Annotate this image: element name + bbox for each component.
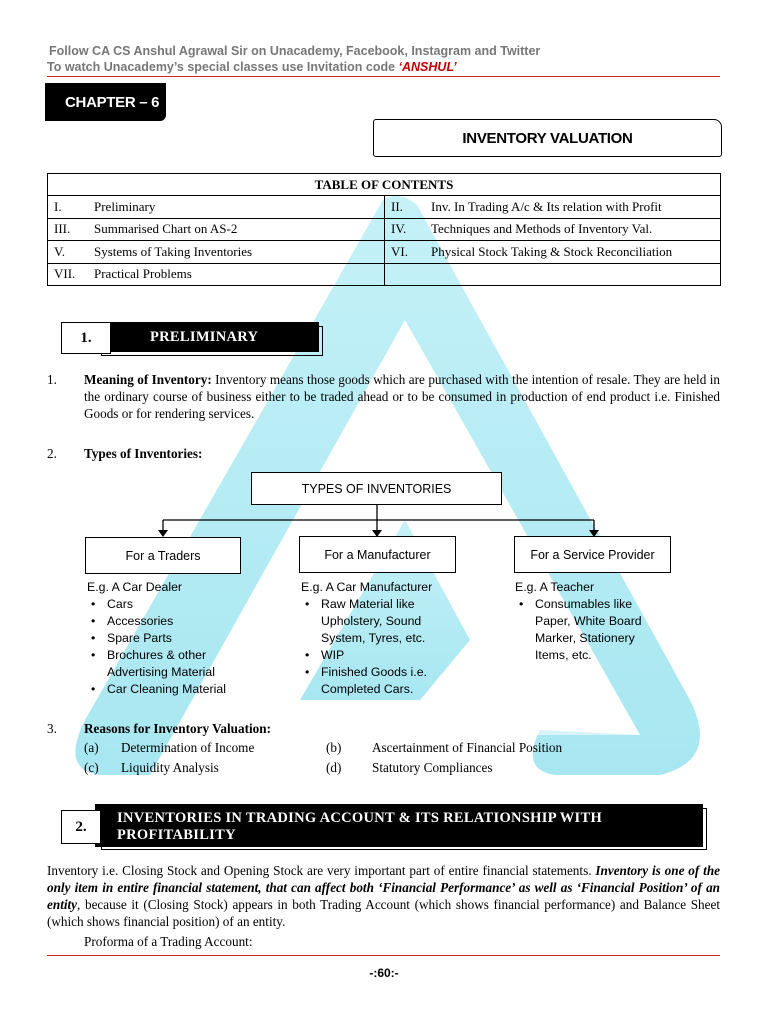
toc-label: Systems of Taking Inventories — [94, 243, 253, 259]
section-2-text-emphasis: Inventory is one of the only item in entire financial statement, that can affect both ‘Financial Performance’ as well as ‘Financial Position’ of an entity — [47, 863, 721, 912]
list-item: • Car Cleaning Material — [87, 681, 247, 698]
chapter-title: INVENTORY VALUATION — [373, 119, 722, 157]
reason-item — [84, 760, 99, 776]
reason-text: Liquidity Analysis — [121, 760, 219, 775]
item-3-number: 3. — [47, 721, 57, 736]
item-2-number: 2. — [47, 446, 57, 461]
reason-key: (a) — [84, 740, 99, 755]
footer-rule — [47, 955, 720, 956]
reason-item — [84, 740, 99, 756]
section-2-title-line2: PROFITABILITY — [117, 827, 236, 843]
header-invite-text: To watch Unacademy’s special classes use Invitation code — [47, 60, 399, 74]
toc-label: Inv. In Trading A/c & Its relation with Profit — [431, 199, 662, 215]
reason-text: Determination of Income — [121, 740, 255, 755]
item-3-term: Reasons for Inventory Valuation: — [84, 721, 271, 736]
list-item: • Finished Goods i.e. Completed Cars. — [301, 664, 459, 698]
manufacturer-examples — [301, 579, 459, 698]
service-provider-examples — [515, 579, 665, 664]
reason-key: (c) — [84, 760, 99, 775]
chapter-tab: CHAPTER – 6 — [45, 83, 166, 121]
toc-num: IV. — [391, 221, 407, 237]
list-item: • Consumables like Paper, White Board Marker, Stationery Items, etc. — [515, 596, 665, 664]
reason-item — [326, 760, 341, 776]
toc-label: Techniques and Methods of Inventory Val. — [431, 221, 653, 237]
toc-label: Summarised Chart on AS-2 — [94, 221, 238, 237]
toc-num: VI. — [391, 243, 408, 259]
diagram-branch-service-provider: For a Service Provider — [514, 536, 671, 573]
service-provider-example-label: E.g. A Teacher — [515, 580, 595, 594]
toc-label: Physical Stock Taking & Stock Reconciliation — [431, 243, 673, 259]
section-2-text-a: Inventory i.e. Closing Stock and Opening Stock are very important part of entire financial statements. — [47, 863, 596, 878]
list-item: • Spare Parts — [87, 630, 247, 647]
list-item: • Cars — [87, 596, 247, 613]
list-item: • WIP — [301, 647, 459, 664]
traders-examples — [87, 579, 247, 698]
item-1-text: Inventory means those goods which are purchased with the intention of resale. They are held in the ordinary course of business either to be traded ahead or to be consumed in production of end product i.e. Finished Goods or for rendering services. — [84, 372, 720, 421]
reason-key: (d) — [326, 760, 342, 775]
header-follow-line: Follow CA CS Anshul Agrawal Sir on Unacademy, Facebook, Instagram and Twitter — [49, 44, 541, 58]
toc-num: II. — [391, 199, 403, 215]
section-2-heading — [49, 802, 711, 852]
section-2-number: 2. — [61, 810, 101, 844]
toc-num: V. — [54, 243, 65, 259]
section-2-paragraph — [47, 862, 720, 930]
traders-example-label: E.g. A Car Dealer — [87, 580, 183, 594]
item-1-number: 1. — [47, 372, 57, 387]
toc-num: I. — [54, 199, 62, 215]
reason-item — [326, 740, 341, 756]
toc-heading: TABLE OF CONTENTS — [48, 174, 721, 196]
section-2-title-line1: INVENTORIES IN TRADING ACCOUNT & ITS RELATIONSHIP WITH — [117, 810, 603, 826]
reason-key: (b) — [326, 740, 342, 755]
toc-label: Preliminary — [94, 199, 156, 215]
diagram-branch-manufacturer: For a Manufacturer — [299, 536, 456, 573]
list-item: • Brochures & other Advertising Material — [87, 647, 247, 681]
diagram-root-box: TYPES OF INVENTORIES — [251, 472, 502, 505]
reason-text: Ascertainment of Financial Position — [372, 740, 563, 755]
list-item: • Raw Material like Upholstery, Sound System, Tyres, etc. — [301, 596, 459, 647]
diagram-branch-traders: For a Traders — [85, 537, 241, 574]
proforma-label: Proforma of a Trading Account: — [84, 934, 253, 949]
section-1-title: PRELIMINARY — [94, 322, 319, 352]
item-2-term: Types of Inventories: — [84, 446, 203, 461]
toc-label: Practical Problems — [94, 266, 192, 282]
list-item: • Accessories — [87, 613, 247, 630]
invitation-code: ‘ANSHUL’ — [398, 60, 457, 74]
reason-text: Statutory Compliances — [372, 760, 493, 775]
section-1-number: 1. — [61, 322, 111, 354]
section-2-text-c: , because it (Closing Stock) appears in both Trading Account (which shows financial performance) and Balance Sheet (which shows financial position) of an entity. — [47, 897, 720, 929]
manufacturer-example-label: E.g. A Car Manufacturer — [301, 580, 433, 594]
toc-num: III. — [54, 221, 71, 237]
page-number: -:60:- — [369, 966, 399, 980]
toc-num: VII. — [54, 266, 76, 282]
item-1-term: Meaning of Inventory: — [84, 372, 212, 387]
section-2-title — [95, 804, 703, 847]
